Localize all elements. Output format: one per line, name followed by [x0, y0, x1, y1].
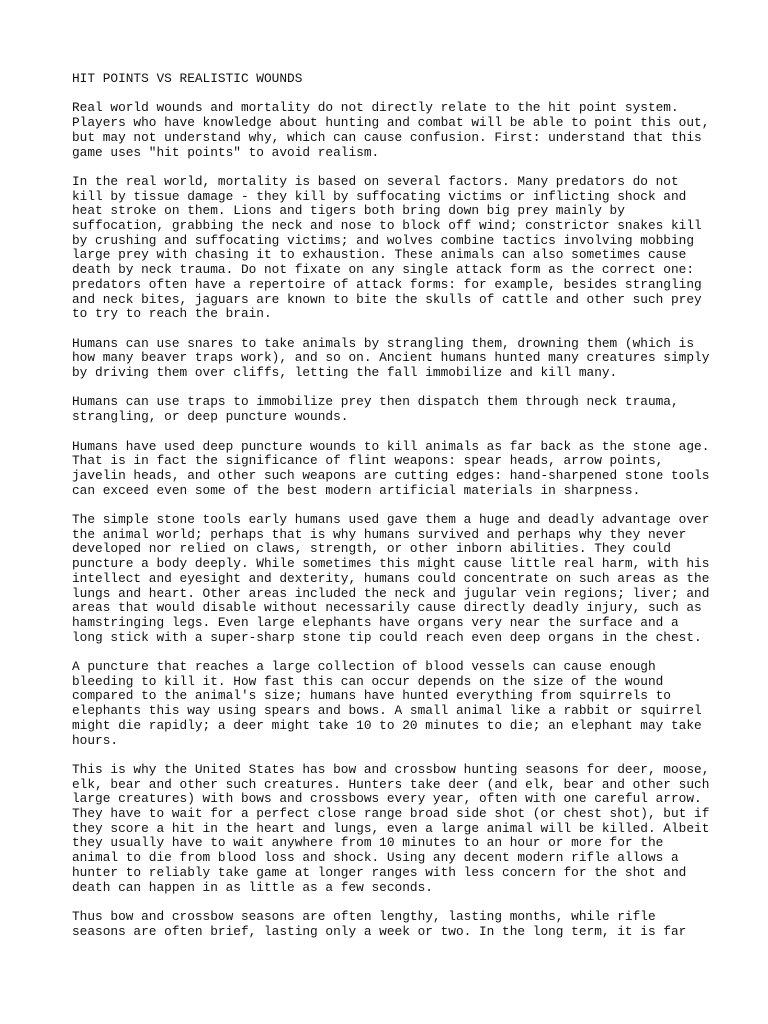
- text-line: Players who have knowledge about hunting and combat will be able to point this out,: [72, 115, 710, 131]
- paragraph: [72, 763, 712, 895]
- text-line: Humans can use snares to take animals by strangling them, drowning them (which is: [72, 335, 695, 351]
- text-line: by crushing and suffocating victims; and wolves combine tactics involving mobbing: [72, 232, 695, 248]
- text-line: strangling, or deep puncture wounds.: [72, 409, 349, 425]
- text-line: hours.: [72, 732, 119, 748]
- text-line: predators often have a repertoire of attack forms: for example, besides strangling: [72, 276, 702, 292]
- paragraph: [72, 395, 712, 424]
- text-line: they usually have to wait anywhere from 10 minutes to an hour or more for the: [72, 835, 664, 851]
- text-line: In the real world, mortality is based on several factors. Many predators do not: [72, 173, 679, 189]
- text-line: compared to the animal's size; humans have hunted everything from squirrels to: [72, 688, 671, 704]
- text-line: developed nor relied on claws, strength, or other inborn abilities. They could: [72, 541, 671, 557]
- text-line: elephants this way using spears and bows. A small animal like a rabbit or squirrel: [72, 703, 702, 719]
- text-line: bleeding to kill it. How fast this can occur depends on the size of the wound: [72, 673, 664, 689]
- text-line: They have to wait for a perfect close range broad side shot (or chest shot), but if: [72, 806, 710, 822]
- text-line: the animal world; perhaps that is why humans survived and perhaps why they never: [72, 526, 687, 542]
- text-line: The simple stone tools early humans used gave them a huge and deadly advantage over: [72, 512, 710, 527]
- text-line: might die rapidly; a deer might take 10 to 20 minutes to die; an elephant may take: [72, 717, 702, 733]
- text-line: seasons are often brief, lasting only a week or two. In the long term, it is far: [72, 923, 687, 939]
- text-line: elk, bear and other such creatures. Hunters take deer (and elk, bear and other such: [72, 776, 710, 792]
- paragraph: [72, 513, 712, 645]
- paragraph: [72, 440, 712, 499]
- paragraph: [72, 337, 712, 381]
- text-line: lungs and heart. Other areas included the neck and jugular vein regions; liver; and: [72, 585, 710, 601]
- text-line: can exceed even some of the best modern artificial materials in sharpness.: [72, 482, 641, 498]
- document-title: HIT POINTS VS REALISTIC WOUNDS: [72, 71, 303, 86]
- text-line: but may not understand why, which can cause confusion. First: understand that this: [72, 129, 702, 145]
- text-line: Humans have used deep puncture wounds to kill animals as far back as the stone age.: [72, 438, 710, 454]
- text-line: Thus bow and crossbow seasons are often lengthy, lasting months, while rifle: [72, 908, 656, 924]
- text-line: That is in fact the significance of flint weapons: spear heads, arrow points,: [72, 453, 664, 469]
- text-line: puncture a body deeply. While sometimes this might cause little real harm, with his: [72, 556, 710, 572]
- text-line: death by neck trauma. Do not fixate on any single attack form as the correct one:: [72, 262, 695, 278]
- paragraph-list: [72, 101, 712, 939]
- paragraph: [72, 660, 712, 748]
- text-line: game uses "hit points" to avoid realism.: [72, 144, 380, 160]
- text-line: death can happen in as little as a few seconds.: [72, 879, 433, 895]
- text-line: hunter to reliably take game at longer ranges with less concern for the shot and: [72, 864, 687, 880]
- text-line: Humans can use traps to immobilize prey then dispatch them through neck trauma,: [72, 394, 679, 410]
- text-line: heat stroke on them. Lions and tigers both bring down big prey mainly by: [72, 203, 625, 219]
- paragraph: [72, 910, 712, 939]
- text-line: A puncture that reaches a large collection of blood vessels can cause enough: [72, 659, 656, 675]
- text-line: hamstringing legs. Even large elephants have organs very near the surface and a: [72, 614, 679, 630]
- text-line: large creatures) with bows and crossbows every year, often with one careful arrow.: [72, 791, 702, 807]
- text-line: kill by tissue damage - they kill by suffocating victims or inflicting shock and: [72, 188, 687, 204]
- paragraph: [72, 175, 712, 322]
- text-line: long stick with a super-sharp stone tip could reach even deep organs in the chest.: [72, 629, 702, 645]
- text-line: how many beaver traps work), and so on. Ancient humans hunted many creatures simply: [72, 350, 710, 366]
- text-line: intellect and eyesight and dexterity, humans could concentrate on such areas as the: [72, 570, 710, 586]
- text-line: suffocation, grabbing the neck and nose to block off wind; constrictor snakes kill: [72, 218, 702, 233]
- text-line: and neck bites, jaguars are known to bite the skulls of cattle and other such prey: [72, 291, 702, 307]
- text-line: Real world wounds and mortality do not directly relate to the hit point system.: [72, 100, 679, 116]
- text-line: they score a hit in the heart and lungs, even a large animal will be killed. Albeit: [72, 820, 710, 836]
- text-line: by driving them over cliffs, letting the fall immobilize and kill many.: [72, 365, 618, 381]
- document-body: [72, 72, 712, 954]
- text-line: This is why the United States has bow and crossbow hunting seasons for deer, moose,: [72, 761, 710, 777]
- text-line: animal to die from blood loss and shock. Using any decent modern rifle allows a: [72, 850, 679, 866]
- paragraph: [72, 101, 712, 160]
- text-line: to try to reach the brain.: [72, 306, 272, 322]
- text-line: javelin heads, and other such weapons are cutting edges: hand-sharpened stone tools: [72, 467, 710, 483]
- text-line: areas that would disable without necessarily cause directly deadly injury, such as: [72, 600, 702, 616]
- text-line: large prey with chasing it to exhaustion. These animals can also sometimes cause: [72, 247, 687, 263]
